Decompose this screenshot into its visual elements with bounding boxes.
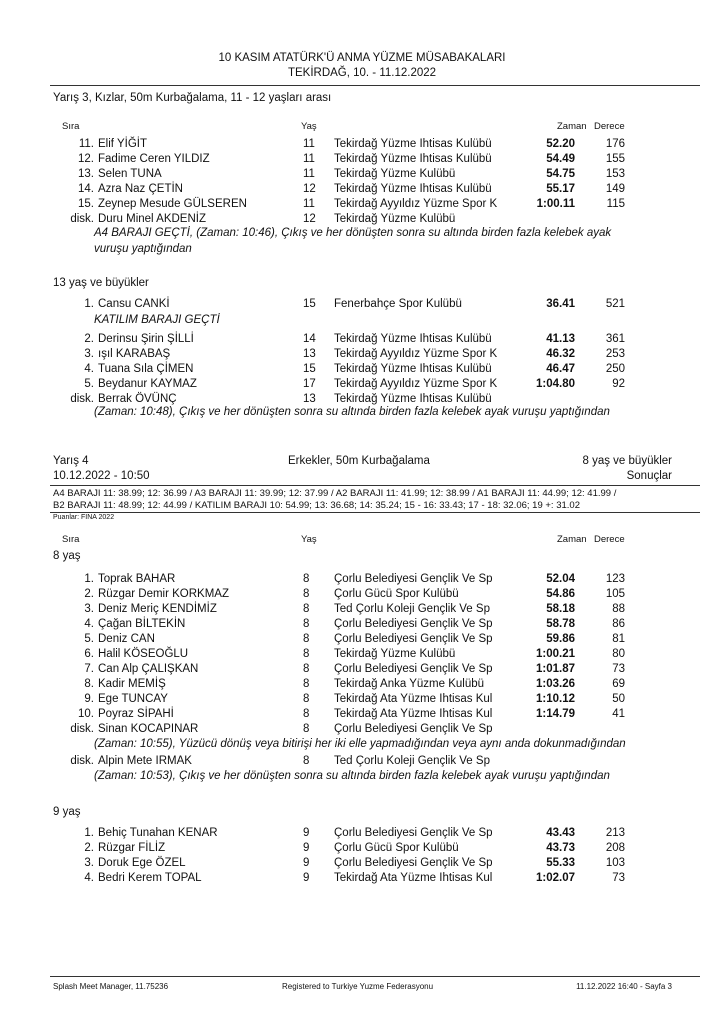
result-row: [0, 588, 724, 603]
footer-right: 11.12.2022 16:40 - Sayfa 3: [576, 982, 672, 991]
result-time: 1:14.79: [535, 708, 575, 720]
result-rank: 1.: [84, 827, 94, 839]
result-club: Çorlu Belediyesi Gençlik Ve Sp: [334, 857, 493, 869]
result-age: 15: [303, 298, 316, 310]
result-club: Tekirdağ Ayyıldız Yüzme Spor K: [334, 348, 498, 360]
result-time: 58.18: [546, 603, 575, 615]
result-age: 12: [303, 183, 316, 195]
race4-label: Yarış 4: [53, 455, 89, 467]
result-rank: 4.: [84, 363, 94, 375]
result-club: Tekirdağ Anka Yüzme Kulübü: [334, 678, 485, 690]
result-rank: 3.: [84, 348, 94, 360]
result-rank: 8.: [84, 678, 94, 690]
result-rank: 11.: [78, 138, 94, 150]
result-name: ışıl KARABAŞ: [98, 348, 171, 360]
result-name: Doruk Ege ÖZEL: [98, 857, 186, 869]
result-club: Tekirdağ Yüzme Ihtisas Kulübü: [334, 333, 492, 345]
race3-col-rank: Sıra: [62, 121, 80, 132]
result-time: 36.41: [546, 298, 575, 310]
result-club: Tekirdağ Ata Yüzme Ihtisas Kul: [334, 708, 493, 720]
result-points: 73: [612, 872, 625, 884]
result-rank: 2.: [84, 842, 94, 854]
result-name: Ege TUNCAY: [98, 693, 168, 705]
result-name: Duru Minel AKDENİZ: [98, 213, 207, 225]
result-age: 8: [303, 678, 310, 690]
result-club: Tekirdağ Yüzme Kulübü: [334, 213, 456, 225]
result-time: 1:00.21: [535, 648, 575, 660]
result-row: [0, 857, 724, 872]
result-name: Derinsu Şirin ŞİLLİ: [98, 333, 194, 345]
result-points: 176: [605, 138, 625, 150]
group-13-plus: 13 yaş ve büyükler: [53, 277, 149, 289]
result-rank: 3.: [84, 603, 94, 615]
result-club: Fenerbahçe Spor Kulübü: [334, 298, 462, 310]
result-club: Tekirdağ Yüzme Ihtisas Kulübü: [334, 183, 492, 195]
result-row: [0, 827, 724, 842]
result-time: 52.04: [546, 573, 575, 585]
result-name: Toprak BAHAR: [98, 573, 176, 585]
result-name: Poyraz SİPAHİ: [98, 708, 174, 720]
berrak-note: (Zaman: 10:48), Çıkış ve her dönüşten sonra su altında birden fazla kelebek ayak vuruşu yaptığından: [94, 406, 610, 418]
result-points: 115: [606, 198, 625, 210]
result-row: [0, 842, 724, 857]
result-age: 12: [303, 213, 316, 225]
result-time: 54.75: [546, 168, 575, 180]
footer-rule: [50, 976, 700, 977]
result-name: Azra Naz ÇETİN: [98, 183, 183, 195]
result-name: Can Alp ÇALIŞKAN: [98, 663, 199, 675]
result-time: 43.43: [546, 827, 575, 839]
result-rank: disk.: [70, 393, 94, 405]
result-rank: 1.: [84, 298, 94, 310]
result-row: [0, 618, 724, 633]
result-points: 149: [605, 183, 625, 195]
result-age: 8: [303, 693, 310, 705]
result-row: [0, 348, 724, 363]
result-row: [0, 693, 724, 708]
race4-datetime: 10.12.2022 - 10:50: [53, 470, 150, 482]
result-row: [0, 213, 724, 228]
result-row: [0, 298, 724, 313]
race4-points-ref: Puanlar: FINA 2022: [53, 514, 115, 521]
race4-col-age: Yaş: [301, 534, 317, 545]
result-points: 103: [605, 857, 625, 869]
result-rank: 15.: [78, 198, 94, 210]
result-club: Çorlu Belediyesi Gençlik Ve Sp: [334, 827, 493, 839]
result-name: Cansu CANKİ: [98, 298, 170, 310]
result-rank: 14.: [78, 183, 94, 195]
result-rank: 7.: [84, 663, 94, 675]
result-club: Tekirdağ Ayyıldız Yüzme Spor K: [334, 378, 498, 390]
result-age: 8: [303, 663, 310, 675]
result-age: 13: [303, 348, 316, 360]
result-age: 8: [303, 755, 310, 767]
result-rank: 2.: [84, 588, 94, 600]
result-points: 253: [605, 348, 625, 360]
result-row: [0, 708, 724, 723]
result-time: 52.20: [546, 138, 575, 150]
result-rank: 5.: [84, 633, 94, 645]
result-time: 54.86: [546, 588, 575, 600]
result-row: [0, 153, 724, 168]
result-time: 55.17: [546, 183, 575, 195]
race3-dq-note-line2: vuruşu yaptığından: [94, 243, 192, 255]
result-club: Tekirdağ Yüzme Ihtisas Kulübü: [334, 138, 492, 150]
result-points: 250: [605, 363, 625, 375]
result-rank: 13.: [78, 168, 94, 180]
result-row: [0, 573, 724, 588]
result-name: Tuana Sıla ÇİMEN: [98, 363, 194, 375]
result-age: 9: [303, 827, 310, 839]
result-age: 13: [303, 393, 316, 405]
result-row: [0, 648, 724, 663]
result-name: Beydanur KAYMAZ: [98, 378, 197, 390]
result-name: Rüzgar FİLİZ: [98, 842, 166, 854]
result-age: 17: [303, 378, 316, 390]
result-rank: 10.: [78, 708, 94, 720]
result-club: Çorlu Gücü Spor Kulübü: [334, 842, 459, 854]
result-club: Ted Çorlu Koleji Gençlik Ve Sp: [334, 755, 490, 767]
result-club: Tekirdağ Ayyıldız Yüzme Spor K: [334, 198, 498, 210]
result-row: [0, 603, 724, 618]
result-points: 80: [612, 648, 625, 660]
result-name: Elif YİĞİT: [98, 138, 147, 150]
result-points: 208: [605, 842, 625, 854]
result-name: Berrak ÖVÜNÇ: [98, 393, 177, 405]
result-club: Tekirdağ Ata Yüzme Ihtisas Kul: [334, 872, 493, 884]
result-time: 55.33: [546, 857, 575, 869]
result-age: 9: [303, 842, 310, 854]
result-time: 59.86: [546, 633, 575, 645]
result-club: Tekirdağ Ata Yüzme Ihtisas Kul: [334, 693, 493, 705]
result-row: [0, 678, 724, 693]
document-subtitle: TEKİRDAĞ, 10. - 11.12.2022: [287, 67, 437, 79]
result-club: Çorlu Belediyesi Gençlik Ve Sp: [334, 663, 493, 675]
race4-rule-2: [50, 512, 700, 513]
race4-barriers-line1: A4 BARAJI 11: 38.99; 12: 36.99 / A3 BARAJI 11: 39.99; 12: 37.99 / A2 BARAJI 11: 41.99; 12: 38.99 / A1 BARAJI 11: 44.99; 12: 41.99 /: [53, 488, 617, 499]
result-points: 50: [612, 693, 625, 705]
race4-event: Erkekler, 50m Kurbağalama: [288, 455, 430, 467]
result-rank: 4.: [84, 872, 94, 884]
result-age: 9: [303, 872, 310, 884]
result-name: Deniz Meriç KENDİMİZ: [98, 603, 217, 615]
result-row: [0, 333, 724, 348]
group-8: 8 yaş: [53, 550, 81, 562]
race4-results-label: Sonuçlar: [626, 470, 672, 482]
result-club: Ted Çorlu Koleji Gençlik Ve Sp: [334, 603, 490, 615]
result-age: 8: [303, 708, 310, 720]
result-age: 8: [303, 588, 310, 600]
result-points: 73: [612, 663, 625, 675]
result-rank: 3.: [84, 857, 94, 869]
result-age: 9: [303, 857, 310, 869]
result-name: Behiç Tunahan KENAR: [98, 827, 218, 839]
result-club: Tekirdağ Yüzme Kulübü: [334, 648, 456, 660]
result-club: Çorlu Belediyesi Gençlik Ve Sp: [334, 723, 493, 735]
document-title: 10 KASIM ATATÜRK'Ü ANMA YÜZME MÜSABAKALARI: [218, 52, 506, 64]
result-rank: 2.: [84, 333, 94, 345]
race4-age-range: 8 yaş ve büyükler: [582, 455, 672, 467]
result-age: 8: [303, 573, 310, 585]
result-name: Sinan KOCAPINAR: [98, 723, 199, 735]
result-points: 81: [612, 633, 625, 645]
result-rank: disk.: [70, 755, 94, 767]
result-time: 58.78: [546, 618, 575, 630]
result-age: 11: [303, 168, 315, 180]
result-rank: 5.: [84, 378, 94, 390]
result-name: Bedri Kerem TOPAL: [98, 872, 202, 884]
result-time: 1:01.87: [535, 663, 575, 675]
race4-col-points: Derece: [594, 534, 625, 545]
result-name: Kadir MEMİŞ: [98, 678, 166, 690]
result-rank: 4.: [84, 618, 94, 630]
result-points: 41: [612, 708, 625, 720]
result-rank: 9.: [84, 693, 94, 705]
result-age: 11: [303, 198, 315, 210]
result-row: [0, 755, 724, 770]
result-age: 15: [303, 363, 316, 375]
result-points: 88: [612, 603, 625, 615]
result-age: 8: [303, 618, 310, 630]
result-age: 8: [303, 603, 310, 615]
result-points: 153: [605, 168, 625, 180]
result-time: 43.73: [546, 842, 575, 854]
race4-col-rank: Sıra: [62, 534, 80, 545]
result-club: Çorlu Belediyesi Gençlik Ve Sp: [334, 633, 493, 645]
result-club: Çorlu Belediyesi Gençlik Ve Sp: [334, 618, 493, 630]
race3-col-age: Yaş: [301, 121, 317, 132]
result-age: 14: [303, 333, 316, 345]
result-rank: 12.: [78, 153, 94, 165]
result-time: 1:04.80: [535, 378, 575, 390]
header-rule: [50, 85, 700, 86]
result-name: Selen TUNA: [98, 168, 162, 180]
result-club: Tekirdağ Yüzme Ihtisas Kulübü: [334, 363, 492, 375]
result-name: Çağan BİLTEKİN: [98, 618, 186, 630]
result-row: [0, 363, 724, 378]
result-age: 11: [303, 153, 315, 165]
result-rank: 1.: [84, 573, 94, 585]
result-time: 1:00.11: [536, 198, 575, 210]
result-points: 123: [605, 573, 625, 585]
result-age: 11: [303, 138, 315, 150]
result-time: 46.32: [546, 348, 575, 360]
result-row: [0, 633, 724, 648]
footer-center: Registered to Turkiye Yuzme Federasyonu: [282, 982, 434, 991]
result-name: Halil KÖSEOĞLU: [98, 648, 189, 660]
result-time: 1:02.07: [535, 872, 575, 884]
result-row: [0, 138, 724, 153]
result-time: 41.13: [546, 333, 575, 345]
result-row: [0, 168, 724, 183]
footer-left: Splash Meet Manager, 11.75236: [53, 982, 169, 991]
race3-col-points: Derece: [594, 121, 625, 132]
result-points: 92: [612, 378, 625, 390]
result-name: Alpin Mete IRMAK: [98, 755, 192, 767]
result-club: Tekirdağ Yüzme Ihtisas Kulübü: [334, 393, 492, 405]
result-points: 521: [605, 298, 625, 310]
result-points: 155: [605, 153, 625, 165]
result-rank: disk.: [70, 213, 94, 225]
result-points: 213: [605, 827, 625, 839]
result-club: Tekirdağ Yüzme Kulübü: [334, 168, 456, 180]
race3-col-time: Zaman: [557, 121, 587, 132]
result-club: Çorlu Gücü Spor Kulübü: [334, 588, 459, 600]
race3-dq-note-line1: A4 BARAJI GEÇTİ, (Zaman: 10:46), Çıkış ve her dönüşten sonra su altında birden fazla kelebek ayak: [94, 227, 612, 239]
result-row: [0, 378, 724, 393]
result-name: Rüzgar Demir KORKMAZ: [98, 588, 229, 600]
result-rank: disk.: [70, 723, 94, 735]
result-name: Fadime Ceren YILDIZ: [98, 153, 210, 165]
result-age: 8: [303, 648, 310, 660]
result-time: 46.47: [546, 363, 575, 375]
result-row: [0, 723, 724, 738]
group-9: 9 yaş: [53, 806, 81, 818]
result-points: 86: [612, 618, 625, 630]
race4-rule: [50, 485, 700, 486]
result-name: Deniz CAN: [98, 633, 155, 645]
alpin-note: (Zaman: 10:53), Çıkış ve her dönüşten sonra su altında birden fazla kelebek ayak vuruşu yaptığından: [94, 770, 610, 782]
result-points: 361: [605, 333, 625, 345]
race4-col-time: Zaman: [557, 534, 587, 545]
result-row: [0, 663, 724, 678]
result-row: [0, 872, 724, 887]
race4-barriers-line2: B2 BARAJI 11: 48.99; 12: 44.99 / KATILIM BARAJI 10: 54.99; 13: 36.68; 14: 35.24; 15 - 16: 33.43; 17 - 18: 32.06; 19 +: 31.02: [53, 500, 580, 511]
result-age: 8: [303, 723, 310, 735]
result-age: 8: [303, 633, 310, 645]
result-time: 1:10.12: [535, 693, 575, 705]
result-points: 69: [612, 678, 625, 690]
result-time: 54.49: [546, 153, 575, 165]
result-rank: 6.: [84, 648, 94, 660]
result-name: Zeynep Mesude GÜLSEREN: [98, 198, 247, 210]
cansu-note: KATILIM BARAJI GEÇTİ: [94, 314, 220, 326]
result-points: 105: [605, 588, 625, 600]
result-club: Tekirdağ Yüzme Ihtisas Kulübü: [334, 153, 492, 165]
result-time: 1:03.26: [535, 678, 575, 690]
result-club: Çorlu Belediyesi Gençlik Ve Sp: [334, 573, 493, 585]
race3-title: Yarış 3, Kızlar, 50m Kurbağalama, 11 - 12 yaşları arası: [53, 92, 332, 104]
sinan-note: (Zaman: 10:55), Yüzücü dönüş veya bitirişi her iki elle yapmadığından veya aynı anda dokunmadığından: [94, 738, 626, 750]
result-row: [0, 198, 724, 213]
result-row: [0, 183, 724, 198]
